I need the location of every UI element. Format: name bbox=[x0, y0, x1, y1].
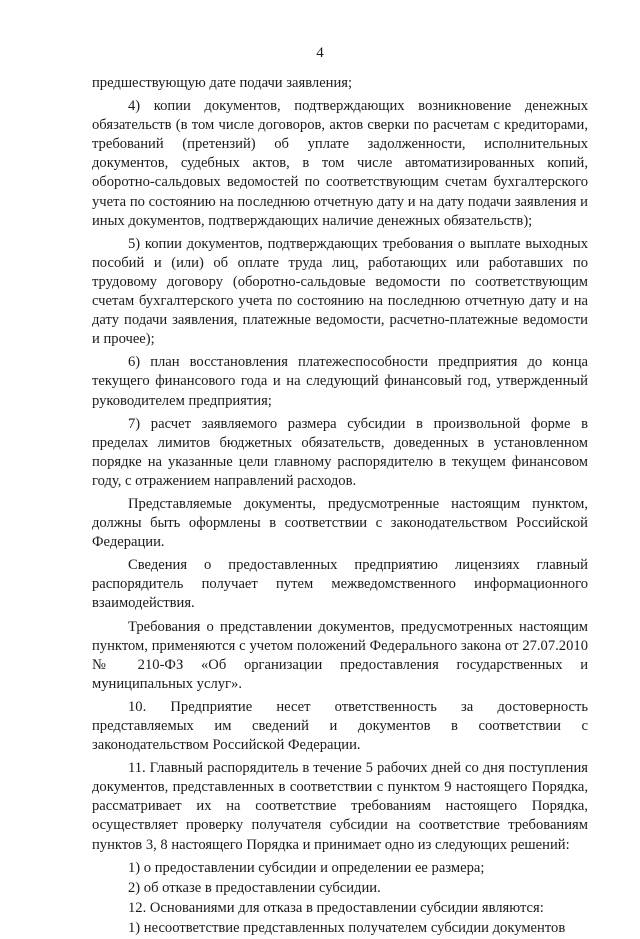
paragraph-clause-10: 10. Предприятие несет ответственность за достоверность представляемых им сведений и документов в соответствии с законодательством Российской Федерации. bbox=[92, 698, 588, 754]
paragraph-continuation: предшествующую дате подачи заявления; bbox=[92, 75, 353, 91]
paragraph-clause-12: 12. Основаниями для отказа в предоставлении субсидии являются: bbox=[128, 899, 544, 916]
page-number: 4 bbox=[316, 45, 324, 61]
paragraph-item-7: 7) расчет заявляемого размера субсидии в произвольной форме в пределах лимитов бюджетных обязательств, доведенных в установленном порядке на указанные цели главному распорядителю в текущем финансовом году, с отражением направлений расходов. bbox=[92, 415, 588, 489]
paragraph-clause-11: 11. Главный распорядитель в течение 5 рабочих дней со дня поступления документов, представленных в соответствии с пунктом 9 настоящего Порядка, рассматривает их на соответствие требованиям настоящего Порядка, осуществляет проверку получателя субсидии на соответствие требованиям пунктов 3, 8 настоящего Порядка и принимает одно из следующих решений: bbox=[92, 760, 588, 853]
paragraph-licenses: Сведения о предоставленных предприятию лицензиях главный распорядитель получает путем межведомственного информационного взаимодействия. bbox=[92, 557, 588, 612]
paragraph-requirements: Требования о представлении документов, предусмотренных настоящим пунктом, применяются с учетом положений Федерального закона от 27.07.2010 № 210-ФЗ «Об организации предоставления государственных и муниципальных услуг». bbox=[92, 618, 588, 692]
paragraph-refusal-1: 1) несоответствие представленных получателем субсидии документов bbox=[128, 919, 566, 936]
paragraph-item-4: 4) копии документов, подтверждающих возникновение денежных обязательств (в том числе договоров, актов сверки по расчетам с кредиторами, требований (претензий) об уплате задолженности, исполнительных документов, судебных актов, в том числе автоматизированных копий, оборотно-сальдовых ведомостей по соответствующим счетам бухгалтерского учета по состоянию на последнюю отчетную дату и на дату подачи заявления и иных документов, подтверждающих наличие денежных обязательств); bbox=[92, 98, 588, 229]
document-body bbox=[92, 74, 588, 939]
paragraph-item-6: 6) план восстановления платежеспособности предприятия до конца текущего финансового года и на следующий финансовый год, утвержденный руководителем предприятия; bbox=[92, 354, 588, 409]
paragraph-documents-form: Представляемые документы, предусмотренные настоящим пунктом, должны быть оформлены в соответствии с законодательством Российской Федерации. bbox=[92, 495, 588, 551]
paragraph-decision-2: 2) об отказе в предоставлении субсидии. bbox=[128, 879, 381, 896]
paragraph-item-5: 5) копии документов, подтверждающих требования о выплате выходных пособий и (или) об оплате труда лиц, работающих или работавших по трудовому договору (оборотно-сальдовые ведомости по соответствующим счетам бухгалтерского учета по состоянию на последнюю отчетную дату и на дату подачи заявления, платежные ведомости, расчетно-платежные ведомости и прочее); bbox=[92, 235, 588, 348]
paragraph-decision-1: 1) о предоставлении субсидии и определении ее размера; bbox=[128, 859, 485, 876]
